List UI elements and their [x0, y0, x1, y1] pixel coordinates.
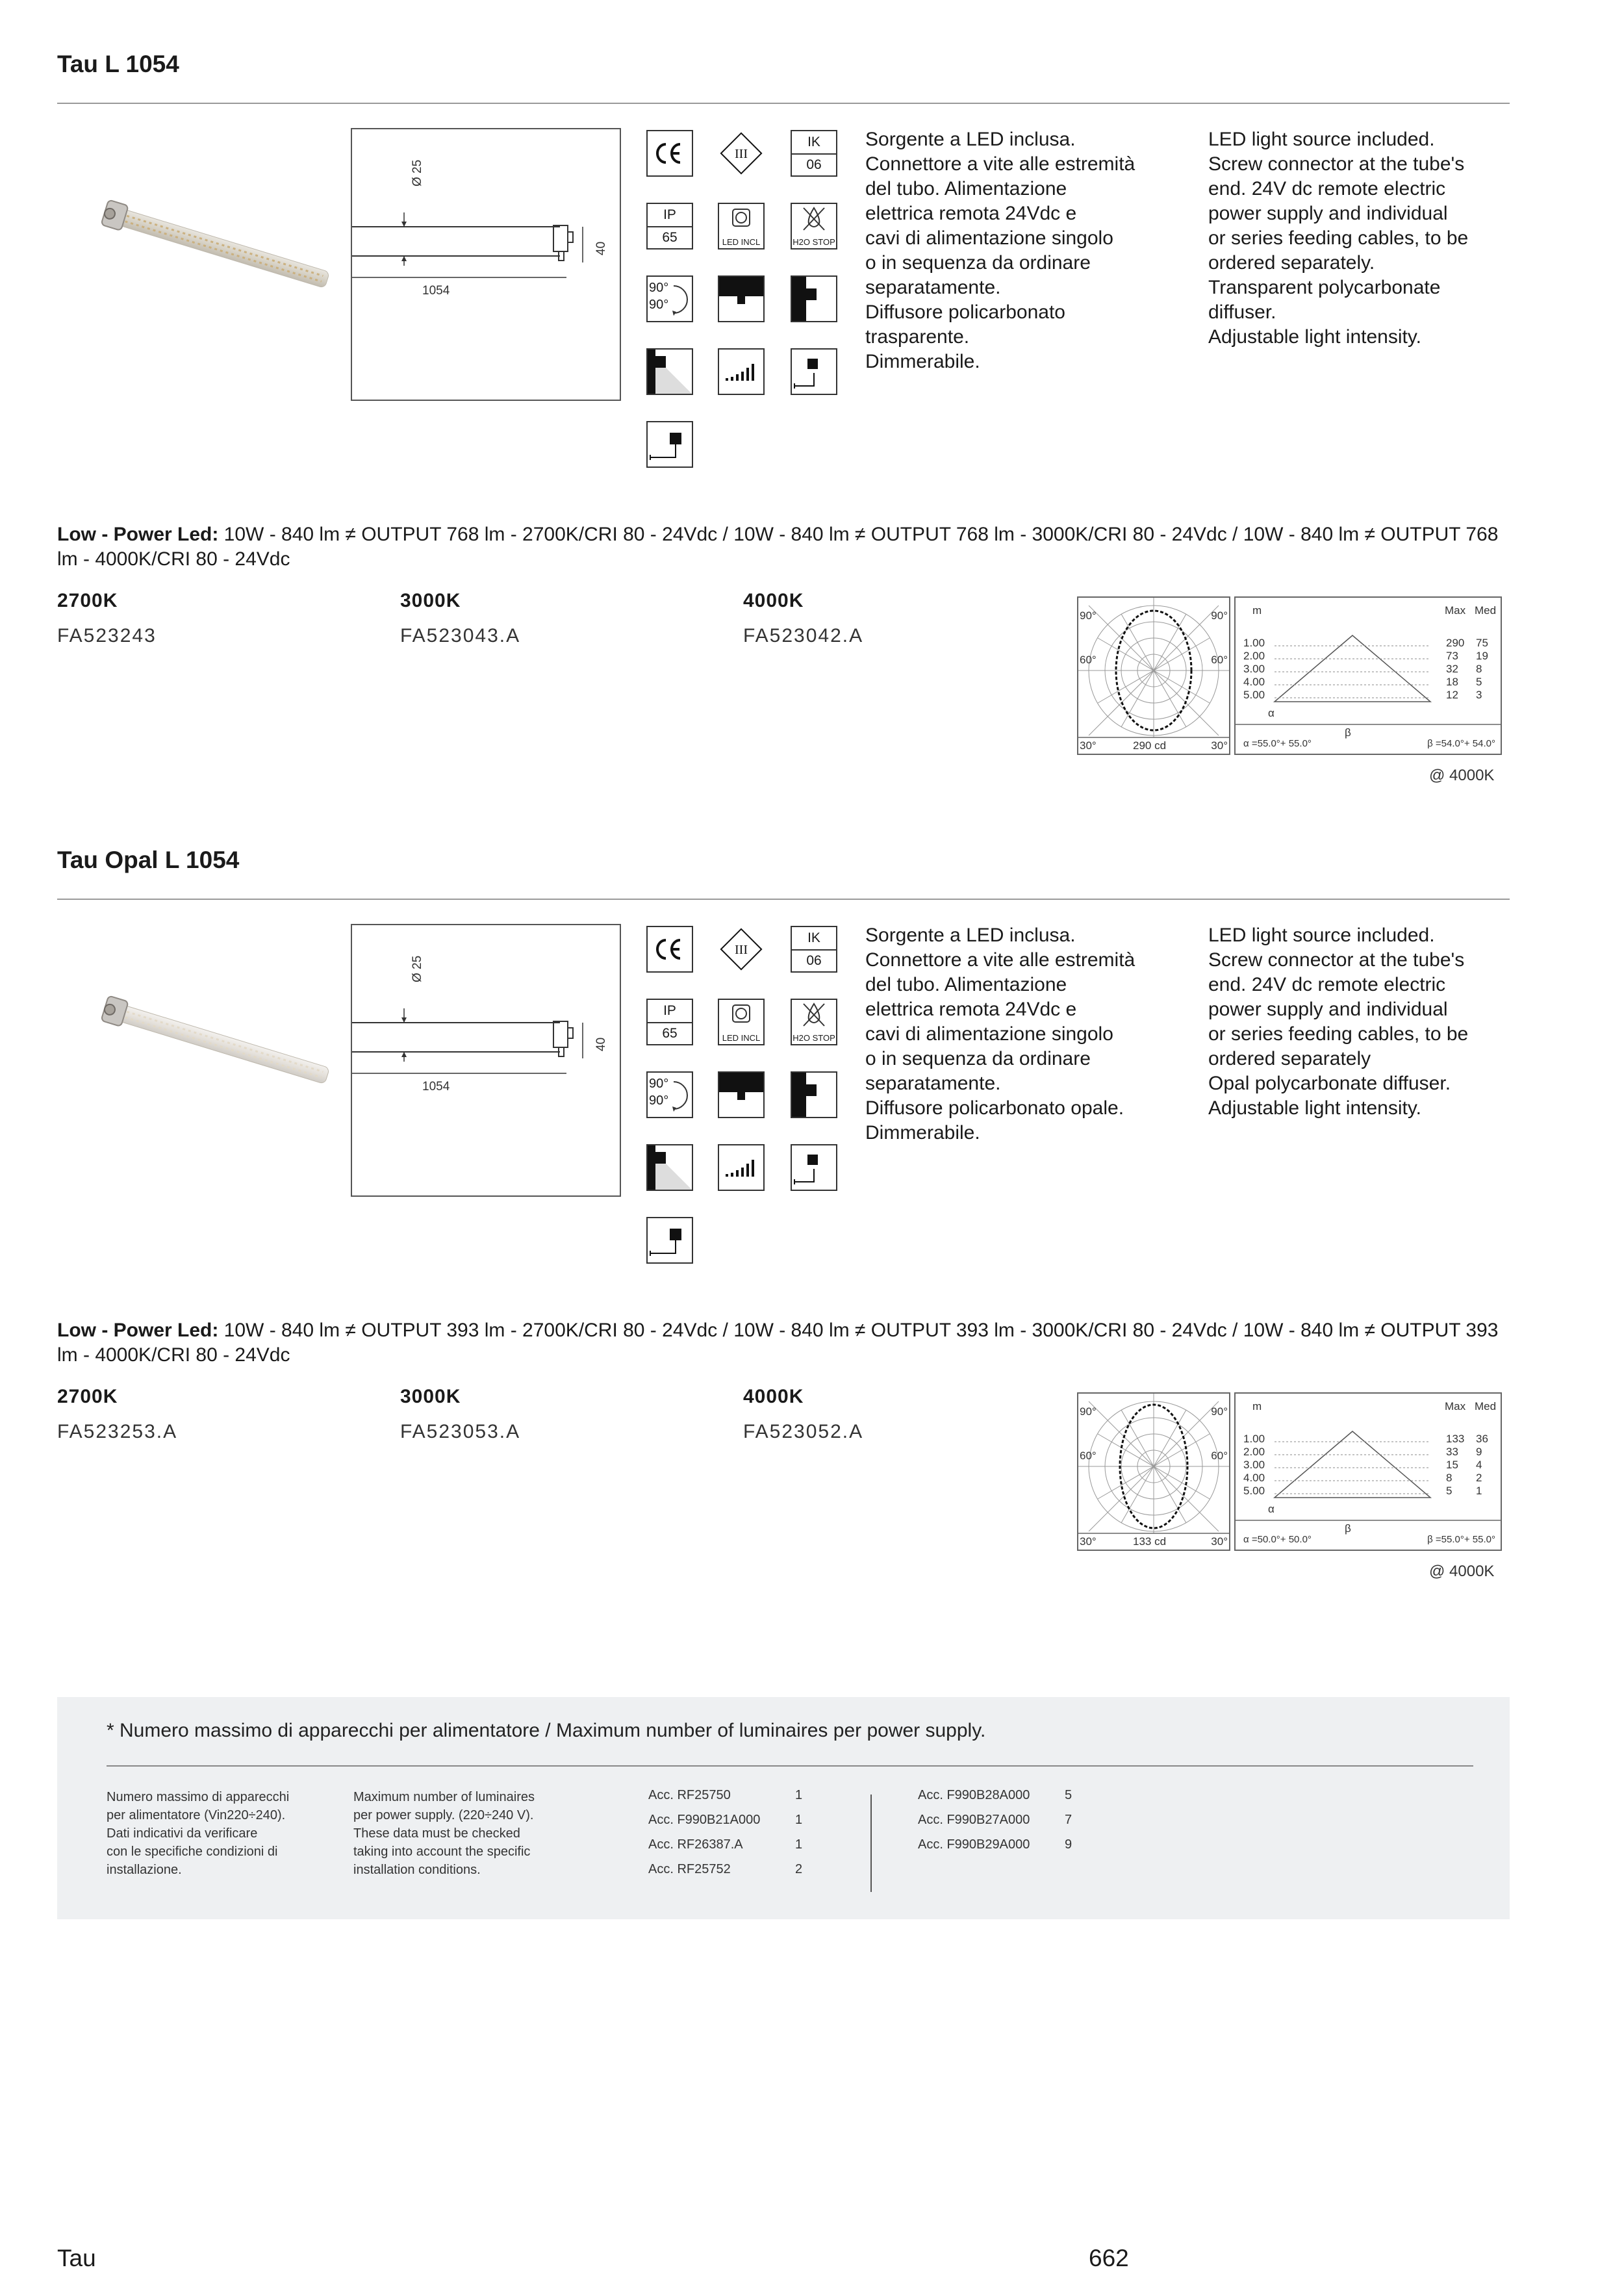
- accessory-row: [648, 1813, 824, 1837]
- page-number: 662: [1089, 2245, 1129, 2271]
- cone-max-value: 18: [1446, 676, 1458, 688]
- accessory-count: 9: [1065, 1837, 1072, 1852]
- cone-header-m: m: [1252, 604, 1262, 617]
- led-included-icon: LED INCL: [718, 999, 765, 1045]
- diameter-dimension: Ø 25: [411, 955, 424, 982]
- length-dimension: 1054: [422, 284, 450, 298]
- cone-med-value: 8: [1476, 663, 1482, 675]
- polar-label-mr: 60°: [1211, 654, 1228, 666]
- cone-max-value: 73: [1446, 650, 1458, 662]
- drawing-lines: [352, 129, 620, 400]
- cone-med-value: 75: [1476, 637, 1488, 649]
- color-temperature: 3000K: [400, 1386, 461, 1407]
- cone-distance: 1.00: [1243, 1433, 1265, 1445]
- polar-candela: 290 cd: [1133, 739, 1167, 752]
- color-temperature: 2700K: [57, 1386, 118, 1407]
- description-italian: Sorgente a LED inclusa. Connettore a vite alle estremità del tubo. Alimentazione elettrica remota 24Vdc e cavi di alimentazione singolo o in sequenza da ordinare separatamente. Diffusore policarbonato trasparente. Dimmerabile.: [865, 129, 1136, 372]
- accessory-table-left: [648, 1788, 824, 1887]
- accessory-code: Acc. F990B21A000: [648, 1813, 761, 1827]
- product-code: FA523053.A: [400, 1421, 521, 1442]
- footer-family-name: Tau: [57, 2245, 96, 2271]
- side-light-icon: [791, 1071, 837, 1118]
- cone-med-value: 19: [1476, 650, 1488, 662]
- polar-label-tr: 90°: [1211, 1405, 1228, 1418]
- cone-distance: 1.00: [1243, 637, 1265, 649]
- cone-distance: 5.00: [1243, 689, 1265, 701]
- cone-max-value: 33: [1446, 1446, 1458, 1458]
- class-iii-icon: [718, 926, 765, 973]
- color-temperature: 2700K: [57, 590, 118, 611]
- cone-med-value: 5: [1476, 676, 1482, 688]
- accessory-code: Acc. RF25752: [648, 1862, 731, 1876]
- spec-text: 10W - 840 lm ≠ OUTPUT 768 lm - 2700K/CRI 80 - 24Vdc / 10W - 840 lm ≠ OUTPUT 768 lm - 3000K/CRI 80 - 24Vdc / 10W - 840 lm ≠ OUTPUT 768 lm - 4000K/CRI 80 - 24Vdc: [57, 524, 1499, 570]
- ce-mark-icon: [646, 926, 693, 973]
- length-dimension: 1054: [422, 1080, 450, 1093]
- product-title: Tau L 1054: [57, 51, 179, 77]
- accessory-count: 7: [1065, 1813, 1072, 1827]
- led-included-icon: LED INCL: [718, 203, 765, 249]
- cone-max-value: 8: [1446, 1472, 1453, 1484]
- info-divider: [107, 1765, 1473, 1767]
- accessory-count: 1: [795, 1837, 803, 1852]
- technical-drawing: [351, 128, 621, 401]
- dimmable-icon: [718, 348, 765, 395]
- polar-label-bl: 30°: [1080, 1535, 1097, 1548]
- cone-alpha-range: α =55.0°+ 55.0°: [1243, 738, 1312, 749]
- accessory-count: 2: [795, 1862, 803, 1876]
- power-spec: [57, 1318, 1510, 1368]
- diameter-dimension: Ø 25: [411, 159, 424, 186]
- cone-max-value: 133: [1446, 1433, 1465, 1445]
- cone-med-value: 9: [1476, 1446, 1482, 1458]
- ik-rating-icon: IK 06: [791, 926, 837, 973]
- product-code: FA523042.A: [743, 625, 864, 646]
- height-dimension: 40: [594, 241, 608, 255]
- cone-med-value: 1: [1476, 1485, 1482, 1497]
- cone-distance: 2.00: [1243, 650, 1265, 662]
- title-rule: [57, 103, 1510, 104]
- cone-med-value: 4: [1476, 1459, 1482, 1471]
- cone-distance: 5.00: [1243, 1485, 1265, 1497]
- product-title: Tau Opal L 1054: [57, 847, 240, 873]
- rotation-angle-icon: 90° 90°: [646, 275, 693, 322]
- accessory-row: [648, 1837, 824, 1862]
- direct-light-icon: [718, 1071, 765, 1118]
- accessory-row: [918, 1788, 1093, 1813]
- direct-light-icon: [718, 275, 765, 322]
- product-code: FA523052.A: [743, 1421, 864, 1442]
- class-iii-icon: [718, 130, 765, 177]
- water-stop-icon: H2O STOP: [791, 999, 837, 1045]
- accessory-row: [648, 1862, 824, 1887]
- cone-max-value: 5: [1446, 1485, 1453, 1497]
- connector-cable-icon: [646, 421, 693, 468]
- title-rule: [57, 899, 1510, 900]
- polar-diagram: [1077, 596, 1230, 755]
- cone-distance: 3.00: [1243, 1459, 1265, 1471]
- cone-max-value: 290: [1446, 637, 1465, 649]
- accessory-code: Acc. F990B28A000: [918, 1788, 1030, 1802]
- polar-label-bl: 30°: [1080, 739, 1097, 752]
- accessory-count: 5: [1065, 1788, 1072, 1802]
- polar-label-br: 30°: [1211, 739, 1228, 752]
- cone-beta-range: β =55.0°+ 55.0°: [1427, 1534, 1495, 1545]
- spec-text: 10W - 840 lm ≠ OUTPUT 393 lm - 2700K/CRI 80 - 24Vdc / 10W - 840 lm ≠ OUTPUT 393 lm - 3000K/CRI 80 - 24Vdc / 10W - 840 lm ≠ OUTPUT 393 lm - 4000K/CRI 80 - 24Vdc: [57, 1320, 1499, 1366]
- cone-max-value: 15: [1446, 1459, 1458, 1471]
- beam-wall-icon: [646, 1144, 693, 1191]
- side-light-icon: [791, 275, 837, 322]
- description-english: LED light source included. Screw connector at the tube's end. 24V dc remote electric power supply and individual or series feeding cables, to be ordered separately. Transparent polycarbonate diffuser. Adjustable light intensity.: [1208, 129, 1469, 348]
- power-supply-headline: * Numero massimo di apparecchi per alimentatore / Maximum number of luminaires per power supply.: [107, 1720, 986, 1741]
- mounting-bracket-icon: [791, 348, 837, 395]
- polar-label-mr: 60°: [1211, 1450, 1228, 1462]
- cone-header-max: Max: [1445, 1400, 1466, 1412]
- photometry-caption: @ 4000K: [1429, 1563, 1495, 1580]
- power-supply-info-box: [57, 1697, 1510, 1919]
- polar-label-ml: 60°: [1080, 1450, 1097, 1462]
- polar-label-tr: 90°: [1211, 609, 1228, 622]
- product-section: [0, 0, 1624, 784]
- ce-mark-icon: [646, 130, 693, 177]
- height-dimension: 40: [594, 1037, 608, 1051]
- mounting-bracket-icon: [791, 1144, 837, 1191]
- accessory-row: [648, 1788, 824, 1813]
- accessory-code: Acc. F990B29A000: [918, 1837, 1030, 1852]
- polar-label-ml: 60°: [1080, 654, 1097, 666]
- cone-beta: β: [1345, 726, 1351, 739]
- polar-label-br: 30°: [1211, 1535, 1228, 1548]
- table-separator: [870, 1795, 872, 1892]
- polar-label-tl: 90°: [1080, 609, 1097, 622]
- product-photo: [91, 984, 338, 1127]
- cone-header-med: Med: [1475, 604, 1497, 617]
- cone-distance: 4.00: [1243, 676, 1265, 688]
- cone-beta: β: [1345, 1522, 1351, 1535]
- spec-label: Low - Power Led:: [57, 1320, 219, 1341]
- accessory-code: Acc. RF25750: [648, 1788, 731, 1802]
- cone-header-med: Med: [1475, 1400, 1497, 1412]
- product-section: [0, 796, 1624, 1580]
- note-english: Maximum number of luminaires per power supply. (220÷240 V). These data must be checked taking into account the specific installation conditions.: [353, 1790, 535, 1877]
- product-code: FA523243: [57, 625, 157, 646]
- cone-header-max: Max: [1445, 604, 1466, 617]
- accessory-table-right: [918, 1788, 1093, 1862]
- cone-med-value: 2: [1476, 1472, 1482, 1484]
- cone-alpha: α: [1268, 707, 1275, 719]
- cone-med-value: 36: [1476, 1433, 1488, 1445]
- note-italian: Numero massimo di apparecchi per alimentatore (Vin220÷240). Dati indicativi da verificare con le specifiche condizioni di installazione.: [107, 1790, 290, 1877]
- cone-distance: 3.00: [1243, 663, 1265, 675]
- accessory-count: 1: [795, 1788, 803, 1802]
- illuminance-cone-chart: [1234, 596, 1502, 755]
- water-stop-icon: H2O STOP: [791, 203, 837, 249]
- description-english: LED light source included. Screw connector at the tube's end. 24V dc remote electric power supply and individual or series feeding cables, to be ordered separately Opal polycarbonate diffuser. Adjustable light intensity.: [1208, 925, 1469, 1119]
- accessory-row: [918, 1837, 1093, 1862]
- cone-med-value: 3: [1476, 689, 1482, 701]
- product-code: FA523253.A: [57, 1421, 178, 1442]
- illuminance-cone-chart: [1234, 1392, 1502, 1551]
- rotation-angle-icon: 90° 90°: [646, 1071, 693, 1118]
- accessory-count: 1: [795, 1813, 803, 1827]
- accessory-code: Acc. F990B27A000: [918, 1813, 1030, 1827]
- polar-candela: 133 cd: [1133, 1535, 1167, 1548]
- product-code: FA523043.A: [400, 625, 521, 646]
- ip-rating-icon: IP 65: [646, 203, 693, 249]
- cone-distance: 4.00: [1243, 1472, 1265, 1484]
- ip-rating-icon: IP 65: [646, 999, 693, 1045]
- product-photo: [91, 188, 338, 331]
- polar-label-tl: 90°: [1080, 1405, 1097, 1418]
- color-temperature: 4000K: [743, 1386, 804, 1407]
- cone-max-value: 12: [1446, 689, 1458, 701]
- cone-alpha: α: [1268, 1503, 1275, 1515]
- photometry-caption: @ 4000K: [1429, 767, 1495, 784]
- dimmable-icon: [718, 1144, 765, 1191]
- accessory-row: [918, 1813, 1093, 1837]
- connector-cable-icon: [646, 1217, 693, 1264]
- beam-wall-icon: [646, 348, 693, 395]
- power-spec: [57, 522, 1510, 572]
- description-italian: Sorgente a LED inclusa. Connettore a vite alle estremità del tubo. Alimentazione elettrica remota 24Vdc e cavi di alimentazione singolo o in sequenza da ordinare separatamente. Diffusore policarbonato opale. Dimmerabile.: [865, 925, 1136, 1143]
- cone-beta-range: β =54.0°+ 54.0°: [1427, 738, 1495, 749]
- svg-text:III: III: [735, 943, 748, 957]
- svg-text:III: III: [735, 147, 748, 161]
- cone-distance: 2.00: [1243, 1446, 1265, 1458]
- accessory-code: Acc. RF26387.A: [648, 1837, 743, 1852]
- color-temperature: 4000K: [743, 590, 804, 611]
- ik-rating-icon: IK 06: [791, 130, 837, 177]
- polar-diagram: [1077, 1392, 1230, 1551]
- cone-max-value: 32: [1446, 663, 1458, 675]
- cone-alpha-range: α =50.0°+ 50.0°: [1243, 1534, 1312, 1545]
- color-temperature: 3000K: [400, 590, 461, 611]
- cone-header-m: m: [1252, 1400, 1262, 1412]
- drawing-lines: [352, 925, 620, 1195]
- technical-drawing: [351, 924, 621, 1197]
- spec-label: Low - Power Led:: [57, 524, 219, 545]
